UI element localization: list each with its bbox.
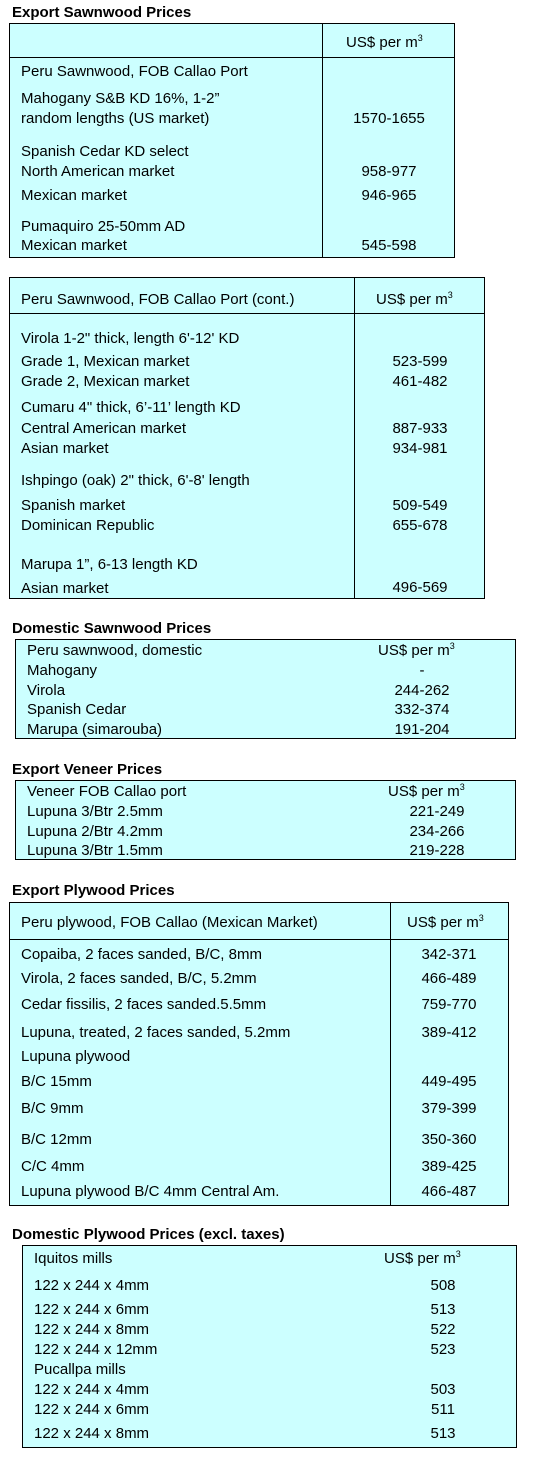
table-row-value: 496-569 [392, 579, 448, 596]
export-plywood-table [9, 902, 509, 1206]
table-row-label: 122 x 244 x 6mm [34, 1301, 150, 1318]
table-row-label: Lupuna 2/Btr 4.2mm [27, 823, 163, 840]
table-row-label: Asian market [21, 580, 109, 597]
table-row-label: B/C 15mm [21, 1073, 92, 1090]
table-row-label: 122 x 244 x 8mm [34, 1321, 150, 1338]
column-header-unit: US$ per $m^3$ [384, 1249, 461, 1267]
table-row-value: 466-487 [421, 1183, 477, 1200]
table-row-value: 513 [430, 1425, 456, 1442]
column-header-description: Veneer FOB Callao port [27, 783, 187, 800]
table-row-value: 221-249 [409, 803, 465, 820]
table-row-label: Lupuna, treated, 2 faces sanded, 5.2mm [21, 1024, 291, 1041]
table-row-value: 389-425 [421, 1158, 477, 1175]
table-row-label: Virola 1-2" thick, length 6'-12' KD [21, 330, 240, 347]
table-row-label: C/C 4mm [21, 1158, 85, 1175]
table-row-label: Mexican market [21, 187, 127, 204]
table-row-value: 759-770 [421, 996, 477, 1013]
table-row-value: 332-374 [394, 701, 450, 718]
section-title-export-sawnwood: Export Sawnwood Prices [12, 4, 192, 21]
table-row-label: random lengths (US market) [21, 110, 210, 127]
column-header-description: Peru sawnwood, domestic [27, 642, 203, 659]
table-row-value: 522 [430, 1321, 456, 1338]
table-row-label: Spanish Cedar KD select [21, 143, 189, 160]
domestic-plywood-table [22, 1245, 517, 1448]
table-row-label: 122 x 244 x 4mm [34, 1381, 150, 1398]
column-header-unit: US$ per $m^3$ [346, 33, 423, 51]
table-row-label: North American market [21, 163, 175, 180]
table-row-value: 234-266 [409, 823, 465, 840]
table-row-value: 466-489 [421, 970, 477, 987]
export-veneer-table [15, 780, 516, 860]
table-row-label: 122 x 244 x 4mm [34, 1277, 150, 1294]
column-header-unit: US$ per $m^3$ [378, 641, 455, 659]
table-row-label: Cumaru 4" thick, 6’-11’ length KD [21, 399, 241, 416]
table-row-label: Dominican Republic [21, 517, 155, 534]
table-row-value: 523-599 [392, 353, 448, 370]
table-row-label: Spanish market [21, 497, 126, 514]
table-row-label: Central American market [21, 420, 187, 437]
column-header-unit: US$ per $m^3$ [376, 290, 453, 308]
table-row-value: 379-399 [421, 1100, 477, 1117]
table-row-label: Lupuna 3/Btr 2.5mm [27, 803, 163, 820]
table-row-label: Marupa (simarouba) [27, 721, 163, 738]
table-row-label: 122 x 244 x 8mm [34, 1425, 150, 1442]
table-row-value: 219-228 [409, 842, 465, 859]
table-row-value: 513 [430, 1301, 456, 1318]
section-title-export-veneer: Export Veneer Prices [12, 761, 163, 778]
table-row-label: Virola [27, 682, 66, 699]
table-row-label: Virola, 2 faces sanded, B/C, 5.2mm [21, 970, 257, 987]
table-row-label: Mexican market [21, 237, 127, 254]
column-header-unit: US$ per $m^3$ [388, 782, 465, 800]
table-row-value: 545-598 [361, 237, 417, 254]
table-row-value: 523 [430, 1341, 456, 1358]
column-header-unit: US$ per $m^3$ [407, 913, 484, 931]
table-row-value: 509-549 [392, 497, 448, 514]
table-row-label: Marupa 1”, 6-13 length KD [21, 556, 198, 573]
table-row-label: Pucallpa mills [34, 1361, 126, 1378]
export-sawnwood-table [9, 23, 455, 258]
table-row-value: 946-965 [361, 187, 417, 204]
export-sawnwood-cont-table [9, 277, 485, 599]
table-row-value: 461-482 [392, 373, 448, 390]
table-row-value: 655-678 [392, 517, 448, 534]
table-row-value: 934-981 [392, 440, 448, 457]
table-row-label: 122 x 244 x 12mm [34, 1341, 158, 1358]
table-row-value: 958-977 [361, 163, 417, 180]
table-row-value: 508 [430, 1277, 456, 1294]
table-row-label: Grade 1, Mexican market [21, 353, 190, 370]
table-row-label: Pumaquiro 25-50mm AD [21, 218, 186, 235]
table-row-label: B/C 9mm [21, 1100, 84, 1117]
table-row-label: Mahogany S&B KD 16%, 1-2” [21, 90, 220, 107]
column-header-description: Peru plywood, FOB Callao (Mexican Market) [21, 914, 318, 931]
table-row-value: 887-933 [392, 420, 448, 437]
table-row-value: 191-204 [394, 721, 450, 738]
table-row-label: Lupuna plywood B/C 4mm Central Am. [21, 1183, 280, 1200]
table-row-value: 350-360 [421, 1131, 477, 1148]
table-row-label: Cedar fissilis, 2 faces sanded.5.5mm [21, 996, 267, 1013]
section-title-domestic-plywood: Domestic Plywood Prices (excl. taxes) [12, 1226, 285, 1243]
table-row-label: Grade 2, Mexican market [21, 373, 190, 390]
table-row-value: 1570-1655 [353, 110, 425, 127]
table-row-value: 389-412 [421, 1024, 477, 1041]
table-row-label: Peru Sawnwood, FOB Callao Port [21, 63, 248, 80]
table-row-value: 503 [430, 1381, 456, 1398]
table-row-value: 244-262 [394, 682, 450, 699]
table-row-label: B/C 12mm [21, 1131, 92, 1148]
table-row-label: Spanish Cedar [27, 701, 127, 718]
column-header-description: Iquitos mills [34, 1250, 113, 1267]
table-row-value: 449-495 [421, 1073, 477, 1090]
table-row-label: Lupuna 3/Btr 1.5mm [27, 842, 163, 859]
table-row-label: Copaiba, 2 faces sanded, B/C, 8mm [21, 946, 262, 963]
table-row-value: 342-371 [421, 946, 477, 963]
table-row-label: 122 x 244 x 6mm [34, 1401, 150, 1418]
table-row-label: Asian market [21, 440, 109, 457]
table-row-label: Mahogany [27, 662, 98, 679]
table-row-label: Lupuna plywood [21, 1048, 131, 1065]
table-row-value: 511 [431, 1401, 455, 1418]
table-row-label: Ishpingo (oak) 2" thick, 6'-8' length [21, 472, 250, 489]
section-title-export-plywood: Export Plywood Prices [12, 882, 175, 899]
table-row-value: - [419, 662, 425, 679]
domestic-sawnwood-table [15, 639, 516, 739]
section-title-domestic-sawnwood: Domestic Sawnwood Prices [12, 620, 212, 637]
column-header-description: Peru Sawnwood, FOB Callao Port (cont.) [21, 291, 295, 308]
